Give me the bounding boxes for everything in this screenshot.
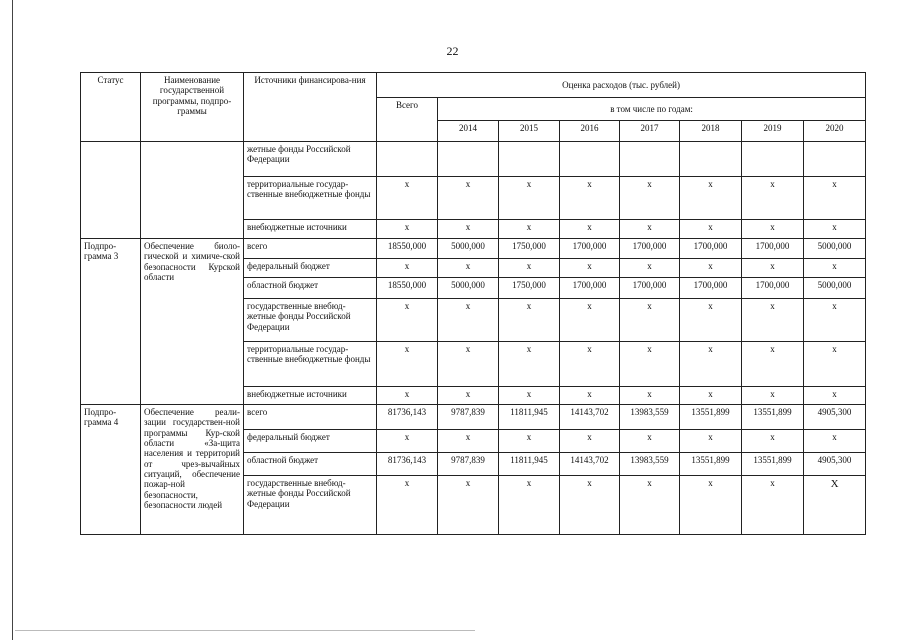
value-cell: x: [804, 259, 866, 278]
value-cell: 1700,000: [560, 239, 620, 259]
value-cell: X: [804, 476, 866, 535]
header-year: 2016: [560, 121, 620, 142]
value-cell: 4905,300: [804, 405, 866, 430]
header-total: Всего: [377, 98, 438, 142]
value-cell: x: [742, 387, 804, 405]
value-cell: 11811,945: [499, 453, 560, 476]
value-cell: x: [499, 476, 560, 535]
value-cell: x: [499, 220, 560, 239]
value-cell: 5000,000: [804, 278, 866, 299]
program-name-cell: Обеспечение биоло-гической и химиче-ской безопасности Курской области: [141, 239, 244, 405]
value-cell: x: [560, 177, 620, 220]
value-cell: x: [499, 177, 560, 220]
value-cell: 14143,702: [560, 405, 620, 430]
value-cell: x: [377, 430, 438, 453]
value-cell: x: [560, 387, 620, 405]
value-cell: 11811,945: [499, 405, 560, 430]
header-estimate: Оценка расходов (тыс. рублей): [377, 73, 866, 98]
value-cell: 1700,000: [680, 278, 742, 299]
value-cell: x: [804, 299, 866, 342]
value-cell: 13551,899: [742, 405, 804, 430]
value-cell: 1700,000: [620, 239, 680, 259]
source-cell: областной бюджет: [244, 278, 377, 299]
value-cell: x: [742, 342, 804, 387]
value-cell: [377, 142, 438, 177]
value-cell: x: [377, 476, 438, 535]
value-cell: x: [742, 476, 804, 535]
value-cell: 9787,839: [438, 453, 499, 476]
value-cell: x: [680, 342, 742, 387]
source-cell: государственные внебюд-жетные фонды Российской Федерации: [244, 299, 377, 342]
value-cell: 5000,000: [804, 239, 866, 259]
value-cell: 18550,000: [377, 239, 438, 259]
table-row: [81, 405, 866, 430]
value-cell: 4905,300: [804, 453, 866, 476]
value-cell: x: [499, 342, 560, 387]
value-cell: 9787,839: [438, 405, 499, 430]
value-cell: x: [377, 342, 438, 387]
header-status: Статус: [81, 73, 141, 142]
value-cell: 13983,559: [620, 453, 680, 476]
header-year: 2014: [438, 121, 499, 142]
value-cell: x: [680, 430, 742, 453]
value-cell: 1750,000: [499, 278, 560, 299]
value-cell: [499, 142, 560, 177]
value-cell: 1700,000: [742, 278, 804, 299]
scan-artifact-line: [15, 630, 475, 631]
value-cell: x: [804, 387, 866, 405]
value-cell: x: [438, 342, 499, 387]
value-cell: x: [499, 430, 560, 453]
value-cell: x: [560, 430, 620, 453]
value-cell: x: [438, 430, 499, 453]
header-by-years: в том числе по годам:: [438, 98, 866, 121]
header-year: 2015: [499, 121, 560, 142]
table-row: [81, 239, 866, 259]
value-cell: 1700,000: [742, 239, 804, 259]
value-cell: [438, 142, 499, 177]
value-cell: 5000,000: [438, 278, 499, 299]
value-cell: x: [680, 259, 742, 278]
source-cell: территориальные государ-ственные внебюджетные фонды: [244, 342, 377, 387]
page-number: 22: [446, 44, 459, 58]
value-cell: 13551,899: [680, 405, 742, 430]
value-cell: x: [560, 342, 620, 387]
value-cell: x: [680, 476, 742, 535]
value-cell: x: [438, 299, 499, 342]
value-cell: [680, 142, 742, 177]
value-cell: x: [438, 220, 499, 239]
value-cell: x: [680, 177, 742, 220]
value-cell: x: [499, 259, 560, 278]
value-cell: x: [377, 387, 438, 405]
source-cell: территориальные государ-ственные внебюджетные фонды: [244, 177, 377, 220]
source-cell: всего: [244, 405, 377, 430]
value-cell: x: [620, 342, 680, 387]
value-cell: x: [377, 177, 438, 220]
header-sources: Источники финансирова-ния: [244, 73, 377, 142]
value-cell: x: [560, 259, 620, 278]
value-cell: 1700,000: [680, 239, 742, 259]
value-cell: x: [438, 387, 499, 405]
status-cell: Подпро-грамма 4: [81, 405, 141, 535]
value-cell: x: [742, 299, 804, 342]
value-cell: x: [680, 299, 742, 342]
program-name-cell: [141, 142, 244, 239]
value-cell: x: [438, 476, 499, 535]
value-cell: 81736,143: [377, 453, 438, 476]
source-cell: жетные фонды Российской Федерации: [244, 142, 377, 177]
page-margin-line: [12, 0, 13, 640]
status-cell: Подпро-грамма 3: [81, 239, 141, 405]
value-cell: x: [377, 220, 438, 239]
value-cell: x: [620, 220, 680, 239]
value-cell: 14143,702: [560, 453, 620, 476]
value-cell: x: [804, 430, 866, 453]
value-cell: x: [742, 430, 804, 453]
value-cell: x: [804, 342, 866, 387]
value-cell: x: [560, 476, 620, 535]
value-cell: x: [499, 299, 560, 342]
value-cell: x: [680, 220, 742, 239]
value-cell: x: [742, 220, 804, 239]
value-cell: x: [438, 259, 499, 278]
value-cell: [804, 142, 866, 177]
header-year: 2017: [620, 121, 680, 142]
value-cell: [742, 142, 804, 177]
value-cell: x: [620, 259, 680, 278]
source-cell: областной бюджет: [244, 453, 377, 476]
source-cell: внебюджетные источники: [244, 387, 377, 405]
source-cell: федеральный бюджет: [244, 259, 377, 278]
value-cell: 1700,000: [560, 278, 620, 299]
value-cell: x: [499, 387, 560, 405]
value-cell: 13551,899: [742, 453, 804, 476]
value-cell: x: [620, 387, 680, 405]
source-cell: внебюджетные источники: [244, 220, 377, 239]
value-cell: 13983,559: [620, 405, 680, 430]
header-year: 2019: [742, 121, 804, 142]
header-year: 2018: [680, 121, 742, 142]
value-cell: 1750,000: [499, 239, 560, 259]
header-program: Наименование государственной программы, подпро-граммы: [141, 73, 244, 142]
value-cell: x: [377, 299, 438, 342]
value-cell: x: [377, 259, 438, 278]
table-row: [81, 142, 866, 177]
value-cell: x: [438, 177, 499, 220]
value-cell: [620, 142, 680, 177]
expenditure-table: [80, 72, 866, 535]
value-cell: x: [804, 220, 866, 239]
value-cell: x: [620, 430, 680, 453]
value-cell: x: [804, 177, 866, 220]
program-name-cell: Обеспечение реали-зации государствен-ной программы Кур-ской области «За-щита населения и территорий от чрез-вычайных ситуаций, обеспечение пожар-ной безопасности, безопасности людей: [141, 405, 244, 535]
source-cell: федеральный бюджет: [244, 430, 377, 453]
value-cell: x: [620, 177, 680, 220]
value-cell: x: [742, 177, 804, 220]
value-cell: x: [680, 387, 742, 405]
value-cell: 5000,000: [438, 239, 499, 259]
status-cell: [81, 142, 141, 239]
value-cell: x: [560, 220, 620, 239]
value-cell: 81736,143: [377, 405, 438, 430]
value-cell: x: [560, 299, 620, 342]
value-cell: x: [620, 476, 680, 535]
value-cell: 1700,000: [620, 278, 680, 299]
value-cell: x: [742, 259, 804, 278]
value-cell: 13551,899: [680, 453, 742, 476]
source-cell: государственные внебюд-жетные фонды Российской Федерации: [244, 476, 377, 535]
value-cell: [560, 142, 620, 177]
header-year: 2020: [804, 121, 866, 142]
value-cell: 18550,000: [377, 278, 438, 299]
value-cell: x: [620, 299, 680, 342]
source-cell: всего: [244, 239, 377, 259]
